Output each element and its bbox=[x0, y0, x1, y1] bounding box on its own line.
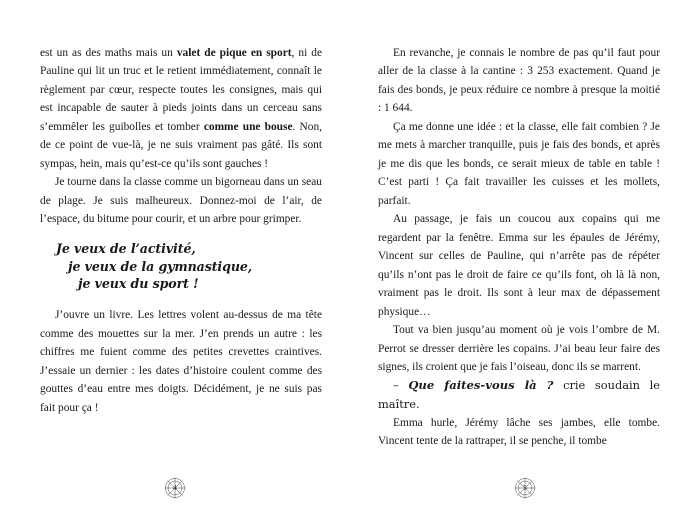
body-text: Ça me donne une idée : et la classe, elle fait combien ? Je me mets à marcher tranquille, puis je fais des bonds, et après je me dis que les bonds, ce serait mieux de table en table ! C’est parti ! Ça fait travailler les cuisses et les mollets, parfait. bbox=[378, 120, 660, 207]
paragraph bbox=[40, 44, 322, 173]
page-number: 5 bbox=[523, 483, 527, 493]
body-text: est un as des maths mais un bbox=[40, 47, 177, 59]
body-text: Au passage, je fais un coucou aux copains qui me regardent par la fenêtre. Emma sur les épaules de Jérémy, Vincent sur celles de Pauline, qui n’arrête pas de répéter qu’ils n’ont pas le droit de faire ce qu’ils font, oh là là non, vraiment pas le droit. Ils sont à leur max de dépassement physique… bbox=[378, 213, 660, 318]
emphasis-text: valet de pique en sport bbox=[176, 47, 292, 59]
folio-left bbox=[0, 473, 350, 503]
dialogue-dash: – bbox=[393, 378, 409, 393]
folio-right bbox=[350, 473, 700, 503]
shouted-exclamation bbox=[40, 240, 322, 294]
shout-line: Je veux de l’activité, bbox=[56, 240, 196, 256]
body-text: Emma hurle, Jérémy lâche ses jambes, elle tombe. Vincent tente de la rattraper, il se penche, il tombe bbox=[378, 416, 660, 448]
page-number: 4 bbox=[173, 483, 177, 493]
shout-line: je veux de la gymnastique, bbox=[68, 258, 253, 274]
shout-line: je veux du sport ! bbox=[78, 276, 199, 292]
body-text: En revanche, je connais le nombre de pas qu’il faut pour aller de la classe à la cantine : 3 253 exactement. Quand je fais des bonds, je peux réduire ce nombre à presque la moitié : 1 644. bbox=[378, 47, 660, 115]
paragraph bbox=[378, 118, 660, 210]
left-page-text-column bbox=[40, 44, 322, 417]
body-text: Je tourne dans la classe comme un bigorneau dans un seau de plage. Je suis malheureux. Donnez-moi de l’air, de l’espace, du bitume pour courir, et un arbre pour grimper. bbox=[40, 176, 322, 226]
paragraph bbox=[378, 210, 660, 321]
paragraph bbox=[40, 306, 322, 417]
body-text: . Non, de ce point de vue-là, je ne suis vraiment pas gâté. Ils sont sympas, hein, mais qu’est-ce qu’ils sont gauches ! bbox=[40, 120, 322, 170]
right-page-text-column bbox=[378, 44, 660, 451]
paragraph bbox=[378, 414, 660, 451]
body-text: Tout va bien jusqu’au moment où je vois l’ombre de M. Perrot se dresser derrière les copains. J’ai beau leur faire des signes, ils croient que je fais l’oiseau, donc ils se marrent. bbox=[378, 324, 660, 373]
dialogue-shouted-text: Que faites-vous là ? bbox=[408, 378, 554, 393]
dialogue-attribution: crie soudain le maître. bbox=[378, 378, 661, 412]
body-text: J’ouvre un livre. Les lettres volent au-dessus de ma tête comme des mouettes sur la mer. J’en prends un autre : les chiffres me fuient comme des petites crevettes craintives. J’essaie un dernier : les dates d’histoire coulent comme des gouttes d’eau entre mes doigts. Décidément, je ne suis pas fait pour ça ! bbox=[40, 309, 322, 414]
folio-ornament bbox=[510, 473, 540, 503]
paragraph bbox=[40, 173, 322, 228]
folio-ornament bbox=[160, 473, 190, 503]
paragraph bbox=[378, 321, 660, 376]
emphasis-text: comme une bouse bbox=[203, 120, 293, 133]
paragraph bbox=[378, 44, 660, 118]
right-page bbox=[350, 0, 700, 525]
body-text: , ni de Pauline qui lit un truc et le retient immédiatement, connaît le règlement par cœur, respecte toutes les consignes, mais qui est incapable de sauter à pieds joints dans un cerceau sans s’emmêler les guibolles et tomber bbox=[40, 47, 323, 133]
dialogue-line bbox=[378, 376, 660, 413]
